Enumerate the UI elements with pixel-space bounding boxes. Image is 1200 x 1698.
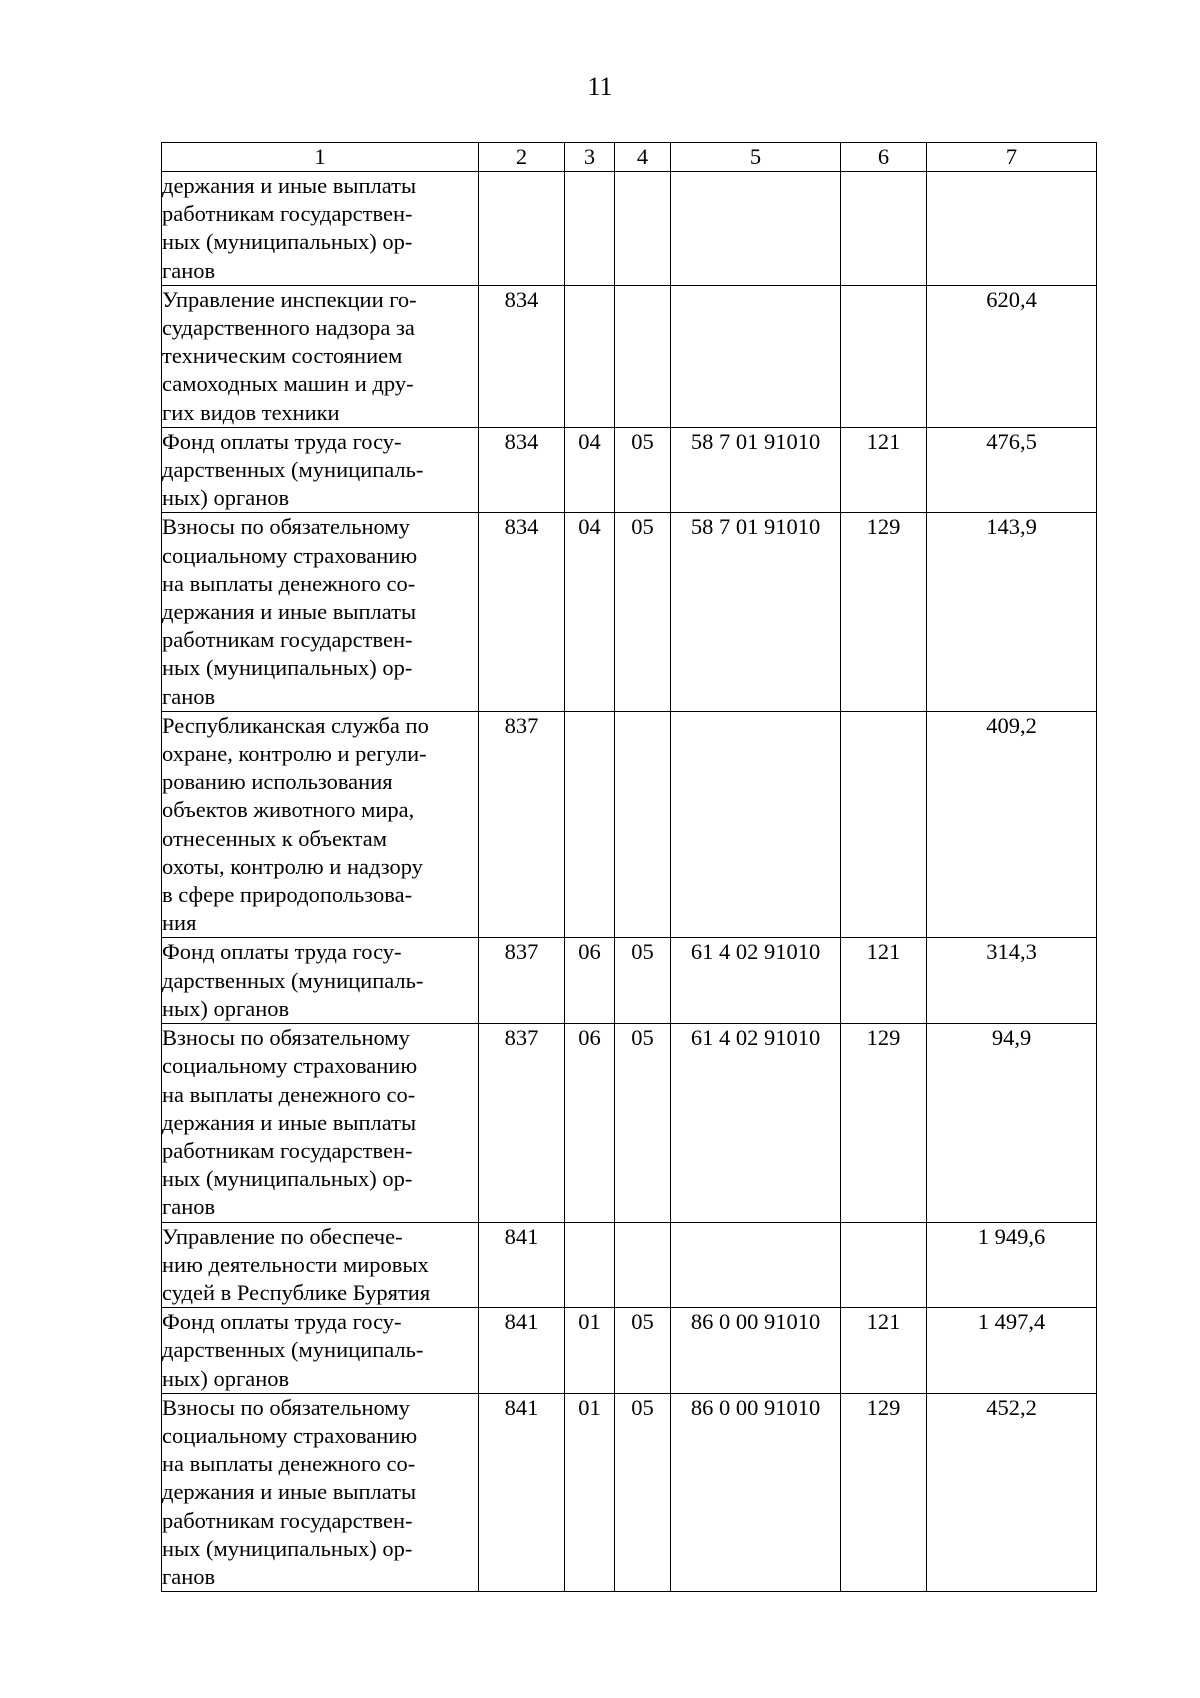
cell-name: Управление инспекции го- сударственного надзора за техническим состоянием самоходных машин и дру- гих видов техники: [162, 285, 479, 427]
cell-expense-type: 121: [841, 1308, 927, 1394]
cell-grbs-code: 837: [479, 711, 565, 938]
cell-target-article: [671, 172, 841, 286]
cell-name: держания и иные выплаты работникам государствен- ных (муниципальных) ор- ганов: [162, 172, 479, 286]
cell-expense-type: [841, 285, 927, 427]
cell-grbs-code: [479, 172, 565, 286]
cell-name: Взносы по обязательному социальному страхованию на выплаты денежного со- держания и иные выплаты работникам государствен- ных (муниципальных) ор- ганов: [162, 1393, 479, 1591]
cell-expense-type: 129: [841, 1024, 927, 1222]
header-col-4: 4: [615, 143, 671, 172]
cell-amount: 314,3: [927, 938, 1097, 1024]
cell-amount: 1 497,4: [927, 1308, 1097, 1394]
page-number: 11: [587, 72, 613, 101]
header-col-1: 1: [162, 143, 479, 172]
cell-name: Республиканская служба по охране, контролю и регули- рованию использования объектов животного мира, отнесенных к объектам охоты, контролю и надзору в сфере природопользова- ния: [162, 711, 479, 938]
table-row: [162, 938, 1097, 1024]
header-row: [162, 143, 1097, 172]
cell-amount: 476,5: [927, 427, 1097, 513]
cell-amount: 1 949,6: [927, 1222, 1097, 1308]
cell-target-article: [671, 711, 841, 938]
cell-expense-type: 121: [841, 938, 927, 1024]
cell-subsection: [615, 285, 671, 427]
cell-name: Фонд оплаты труда госу- дарственных (муниципаль- ных) органов: [162, 938, 479, 1024]
cell-amount: 620,4: [927, 285, 1097, 427]
cell-subsection: 05: [615, 1393, 671, 1591]
cell-subsection: [615, 711, 671, 938]
table-row: [162, 711, 1097, 938]
budget-table: [161, 142, 1097, 1592]
cell-subsection: [615, 1222, 671, 1308]
cell-amount: 452,2: [927, 1393, 1097, 1591]
cell-target-article: 58 7 01 91010: [671, 513, 841, 711]
cell-section: 01: [565, 1393, 615, 1591]
cell-target-article: 86 0 00 91010: [671, 1308, 841, 1394]
cell-grbs-code: 834: [479, 513, 565, 711]
table-row: [162, 1393, 1097, 1591]
cell-section: 06: [565, 1024, 615, 1222]
cell-subsection: 05: [615, 1308, 671, 1394]
cell-section: 06: [565, 938, 615, 1024]
cell-target-article: 61 4 02 91010: [671, 1024, 841, 1222]
cell-amount: 143,9: [927, 513, 1097, 711]
table-row: [162, 427, 1097, 513]
cell-target-article: 86 0 00 91010: [671, 1393, 841, 1591]
cell-name: Взносы по обязательному социальному страхованию на выплаты денежного со- держания и иные выплаты работникам государствен- ных (муниципальных) ор- ганов: [162, 513, 479, 711]
header-col-7: 7: [927, 143, 1097, 172]
header-col-5: 5: [671, 143, 841, 172]
cell-subsection: 05: [615, 1024, 671, 1222]
cell-grbs-code: 841: [479, 1308, 565, 1394]
cell-expense-type: 121: [841, 427, 927, 513]
cell-target-article: 61 4 02 91010: [671, 938, 841, 1024]
table-row: [162, 172, 1097, 286]
cell-name: Взносы по обязательному социальному страхованию на выплаты денежного со- держания и иные выплаты работникам государствен- ных (муниципальных) ор- ганов: [162, 1024, 479, 1222]
cell-section: 04: [565, 513, 615, 711]
cell-expense-type: [841, 711, 927, 938]
cell-name: Фонд оплаты труда госу- дарственных (муниципаль- ных) органов: [162, 1308, 479, 1394]
cell-grbs-code: 834: [479, 427, 565, 513]
cell-section: [565, 1222, 615, 1308]
cell-grbs-code: 837: [479, 1024, 565, 1222]
table-header: [162, 143, 1097, 172]
table-row: [162, 1024, 1097, 1222]
table-row: [162, 513, 1097, 711]
cell-expense-type: 129: [841, 1393, 927, 1591]
cell-subsection: 05: [615, 427, 671, 513]
cell-name: Управление по обеспече- нию деятельности мировых судей в Республике Бурятия: [162, 1222, 479, 1308]
cell-grbs-code: 841: [479, 1393, 565, 1591]
cell-target-article: [671, 1222, 841, 1308]
cell-expense-type: [841, 172, 927, 286]
table-row: [162, 1222, 1097, 1308]
cell-name: Фонд оплаты труда госу- дарственных (муниципаль- ных) органов: [162, 427, 479, 513]
cell-section: 01: [565, 1308, 615, 1394]
cell-subsection: 05: [615, 513, 671, 711]
cell-amount: 94,9: [927, 1024, 1097, 1222]
cell-target-article: [671, 285, 841, 427]
cell-subsection: 05: [615, 938, 671, 1024]
cell-section: [565, 711, 615, 938]
cell-expense-type: [841, 1222, 927, 1308]
cell-amount: [927, 172, 1097, 286]
cell-section: 04: [565, 427, 615, 513]
cell-section: [565, 285, 615, 427]
cell-subsection: [615, 172, 671, 286]
header-col-6: 6: [841, 143, 927, 172]
cell-grbs-code: 834: [479, 285, 565, 427]
cell-expense-type: 129: [841, 513, 927, 711]
cell-section: [565, 172, 615, 286]
header-col-2: 2: [479, 143, 565, 172]
table-body: [162, 172, 1097, 1592]
cell-target-article: 58 7 01 91010: [671, 427, 841, 513]
cell-grbs-code: 841: [479, 1222, 565, 1308]
table-row: [162, 285, 1097, 427]
cell-amount: 409,2: [927, 711, 1097, 938]
header-col-3: 3: [565, 143, 615, 172]
table-row: [162, 1308, 1097, 1394]
cell-grbs-code: 837: [479, 938, 565, 1024]
